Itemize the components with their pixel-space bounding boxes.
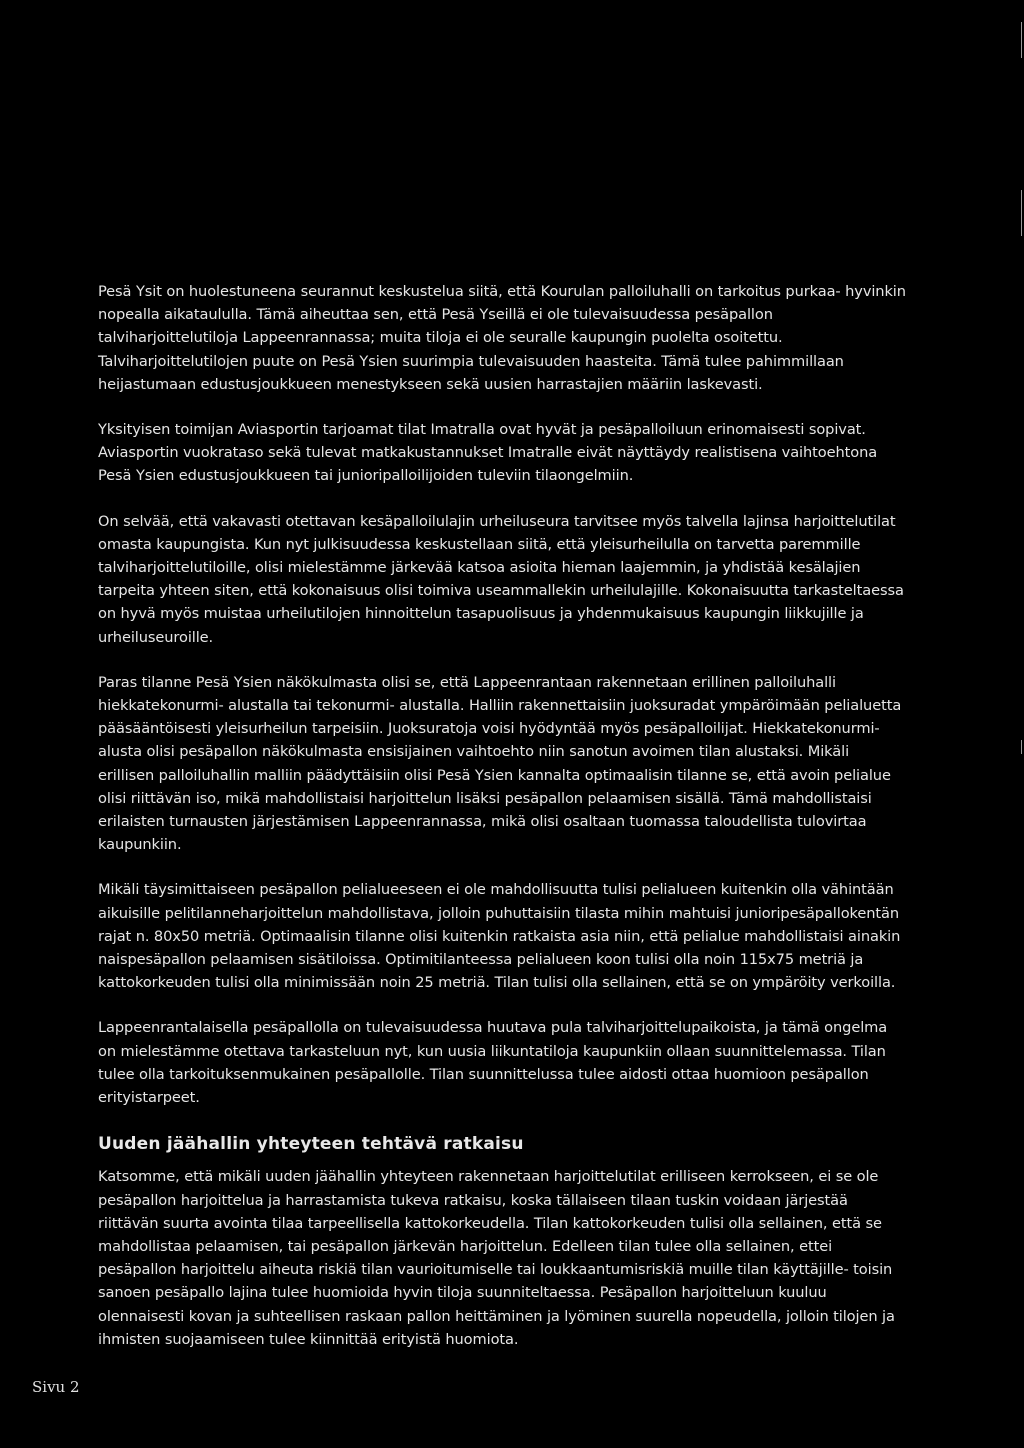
paragraph-4: Paras tilanne Pesä Ysien näkökulmasta olisi se, että Lappeenrantaan rakennetaan erillinen palloiluhalli hiekkatekonurmi- alustalla tai tekonurmi- alustalla. Halliin rakennettaisiin juoksuradat ympäröimään pelialuetta pääsääntöisesti yleisurheilun tarpeisiin. Juoksuratoja voisi hyödyntää myös pesäpalloilijat. Hiekkatekonurmi- alusta olisi pesäpallon näkökulmasta ensisijainen vaihtoehto niin sanotun avoimen tilan alustaksi. Mikäli erillisen palloiluhallin malliin päädyttäisiin olisi Pesä Ysien kannalta optimaalisin tilanne se, että avoin pelialue olisi riittävän iso, mikä mahdollistaisi harjoittelun lisäksi pesäpallon pelaamisen sisällä. Tämä mahdollistaisi erilaisten turnausten järjestämisen Lappeenrannassa, mikä olisi osaltaan tuomassa taloudellista tulovirtaa kaupunkiin.: [98, 673, 902, 854]
paragraph-6: Lappeenrantalaisella pesäpallolla on tulevaisuudessa huutava pula talviharjoittelupaikoista, ja tämä ongelma on mielestämme otettava tarkasteluun nyt, kun uusia liikuntatiloja kaupunkiin ollaan suunnittelemassa. Tilan tulee olla tarkoituksenmukainen pesäpallolle. Tilan suunnittelussa tulee aidosti ottaa huomioon pesäpallon erityistarpeet.: [98, 1019, 888, 1107]
paragraph-5: Mikäli täysimittaiseen pesäpallon pelialueeseen ei ole mahdollisuutta tulisi pelialueen kuitenkin olla vähintään aikuisille pelitilanneharjoittelun mahdollistava, jolloin puhuttaisiin tilasta mihin mahtuisi junioripesäpallokentän rajat n. 80x50 metriä. Optimaalisin tilanne olisi kuitenkin ratkaista asia niin, että pelialue mahdollistaisi ainakin naispesäpallon pelaamisen sisätiloissa. Optimitilanteessa pelialueen koon tulisi olla noin 115x75 metriä ja kattokorkeuden tulisi olla minimissään noin 25 metriä. Tilan tulisi olla sellainen, että se on ympäröity verkoilla.: [98, 881, 901, 992]
page-number: Sivu 2: [32, 1378, 80, 1396]
section-paragraph: Katsomme, että mikäli uuden jäähallin yhteyteen rakennetaan harjoittelutilat erilliseen kerrokseen, ei se ole pesäpallon harjoittelua ja harrastamista tukeva ratkaisu, koska tällaiseen tilaan tuskin voidaan järjestää riittävän suurta avointa tilaa tarpeellisella kattokorkeudella. Tilan kattokorkeuden tulisi olla sellainen, että se mahdollistaa pelaamisen, tai pesäpallon järkevän harjoittelun. Edelleen tilan tulee olla sellainen, ettei pesäpallon harjoittelu aiheuta riskiä tilan vaurioitumiselle tai loukkaantumisriskiä muille tilan käyttäjille- toisin sanoen pesäpallo lajina tulee huomioida hyvin tiloja suunniteltaessa. Pesäpallon harjoitteluun kuuluu olennaisesti kovan ja suhteellisen raskaan pallon heittäminen ja lyöminen suurella nopeudella, jolloin tilojen ja ihmisten suojaamiseen tulee kiinnittää erityistä huomiota.: [98, 1168, 895, 1348]
paragraph-2: Yksityisen toimijan Aviasportin tarjoamat tilat Imatralla ovat hyvät ja pesäpalloiluun erinomaisesti sopivat. Aviasportin vuokrataso sekä tulevat matkakustannukset Imatralle eivät näyttäydy realistisena vaihtoehtona Pesä Ysien edustusjoukkueen tai junioripalloilijoiden tuleviin tilaongelmiin.: [98, 421, 878, 485]
paragraph-3: On selvää, että vakavasti otettavan kesäpalloilulajin urheiluseura tarvitsee myös talvella lajinsa harjoittelutilat omasta kaupungista. Kun nyt julkisuudessa keskustellaan siitä, että yleisurheilulla on tarvetta paremmille talviharjoittelutiloille, olisi mielestämme järkevää katsoa asioita hieman laajemmin, ja yhdistää kesälajien tarpeita yhteen siten, että kokonaisuus olisi toimiva useammallekin urheilulajille. Kokonaisuutta tarkasteltaessa on hyvä myös muistaa urheilutilojen hinnoittelun tasapuolisuus ja yhdenmukaisuus kaupungin liikkujille ja urheiluseuroille.: [98, 512, 904, 646]
scan-edge-mark-middle: [1021, 190, 1022, 236]
paragraph-1: Pesä Ysit on huolestuneena seurannut keskustelua siitä, että Kourulan palloiluhalli on tarkoitus purkaa- hyvinkin nopealla aikataululla. Tämä aiheuttaa sen, että Pesä Yseillä ei ole tulevaisuudessa pesäpallon talviharjoittelutiloja Lappeenrannassa; muita tiloja ei ole seuralle kaupungin puolelta osoitettu. Talviharjoittelutilojen puute on Pesä Ysien suurimpia tulevaisuuden haasteita. Tämä tulee pahimmillaan heijastumaan edustusjoukkueen menestykseen sekä uusien harrastajien määriin laskevasti.: [98, 283, 906, 393]
document-body: [98, 280, 906, 1351]
scan-edge-mark-top: [1021, 22, 1022, 58]
section-heading: Uuden jäähallin yhteyteen tehtävä ratkaisu: [98, 1134, 524, 1155]
scan-edge-mark-lower: [1021, 740, 1022, 754]
